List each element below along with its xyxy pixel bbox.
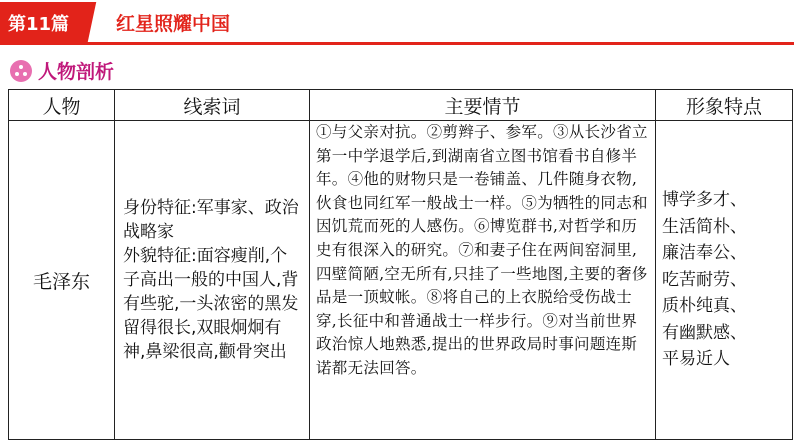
trait-item: 质朴纯真、	[662, 296, 747, 317]
chapter-label: 第11篇	[8, 14, 70, 35]
clue-appearance: 外貌特征:面容瘦削,个子高出一般的中国人,背有些驼,一头浓密的黑发留得很长,双眼炯炯有神,鼻梁很高,颧骨突出	[123, 246, 299, 362]
clue-cell	[115, 121, 310, 440]
plot-cell	[310, 121, 656, 440]
table-header-row	[9, 90, 793, 121]
character-analysis-table	[8, 89, 793, 440]
trait-item: 廉洁奉公、	[662, 243, 747, 264]
dots-circle-icon	[10, 60, 32, 82]
header-traits: 形象特点	[656, 90, 793, 121]
trait-item: 博学多才、	[662, 190, 747, 211]
plot-text: ①与父亲对抗。②剪辫子、参军。③从长沙省立第一中学退学后,到湖南省立图书馆看书自修半年。④他的财物只是一卷铺盖、几件随身衣物,伙食也同红军一般战士一样。⑤为牺牲的同志和因饥荒而死的人感伤。⑥博览群书,对哲学和历史有很深入的研究。⑦和妻子住在两间窑洞里,四壁简陋,空无所有,只挂了一些地图,主要的奢侈品是一顶蚊帐。⑧将自己的上衣脱给受伤战士穿,长征中和普通战士一样步行。⑨对当前世界政治惊人地熟悉,提出的世界政局时事问题连斯诺都无法回答。	[316, 123, 648, 377]
trait-item: 有幽默感、	[662, 322, 747, 343]
header-underline	[0, 42, 794, 45]
book-title: 红星照耀中国	[116, 13, 231, 35]
header-plot: 主要情节	[310, 90, 656, 121]
table-row	[9, 121, 793, 440]
traits-cell	[656, 121, 793, 440]
trait-item: 生活简朴、	[662, 216, 747, 237]
trait-item: 平易近人	[662, 349, 730, 370]
clue-identity: 身份特征:军事家、政治战略家	[123, 198, 299, 242]
header-bar	[0, 0, 794, 44]
header-person: 人物	[9, 90, 115, 121]
header-clues: 线索词	[115, 90, 310, 121]
trait-item: 吃苦耐劳、	[662, 269, 747, 290]
section-title: 人物剖析	[38, 61, 115, 83]
person-name: 毛泽东	[9, 121, 115, 440]
